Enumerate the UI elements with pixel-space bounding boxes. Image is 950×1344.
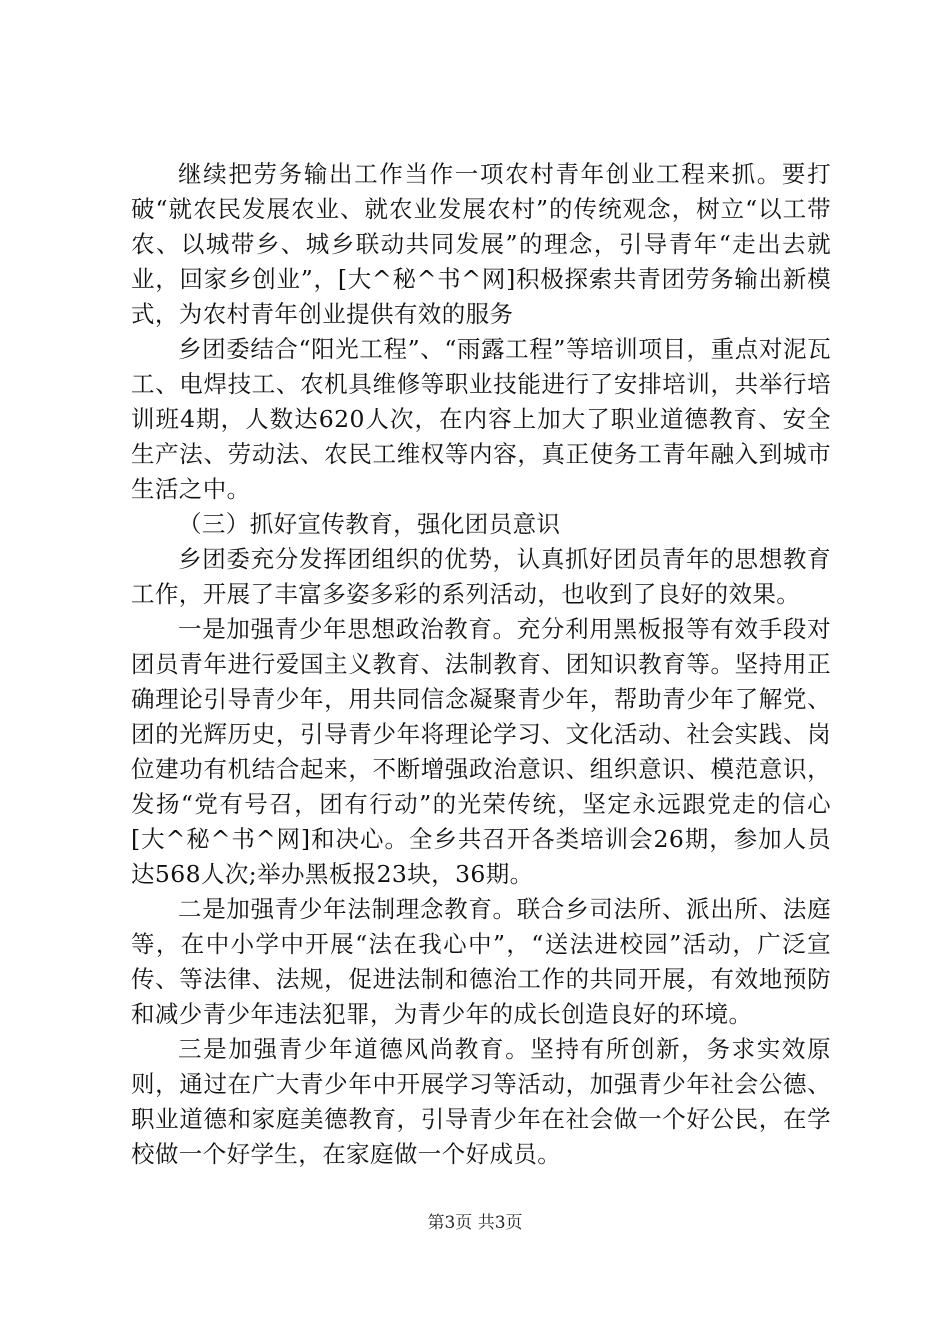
paragraph-intro: 乡团委充分发挥团组织的优势，认真抓好团员青年的思想教育工作，开展了丰富多姿多彩的系列活动，也收到了良好的效果。 [131, 545, 831, 608]
paragraph-legal-education: 二是加强青少年法制理念教育。联合乡司法所、派出所、法庭等，在中小学中开展“法在我心中”，“送法进校园”活动，广泛宣传、等法律、法规，促进法制和德治工作的共同开展，有效地预防和减少青少年违法犯罪，为青少年的成长创造良好的环境。 [131, 895, 831, 1028]
paragraph-moral-education: 三是加强青少年道德风尚教育。坚持有所创新，务求实效原则，通过在广大青少年中开展学习等活动，加强青少年社会公德、职业道德和家庭美德教育，引导青少年在社会做一个好公民，在学校做一个好学生，在家庭做一个好成员。 [131, 1035, 831, 1168]
page-footer: 第3页 共3页 [427, 1213, 523, 1233]
paragraph-political-education: 一是加强青少年思想政治教育。充分利用黑板报等有效手段对团员青年进行爱国主义教育、法制教育、团知识教育等。坚持用正确理论引导青少年，用共同信念凝聚青少年，帮助青少年了解党、团的光辉历史，引导青少年将理论学习、文化活动、社会实践、岗位建功有机结合起来，不断增强政治意识、组织意识、模范意识，发扬“党有号召，团有行动”的光荣传统，坚定永远跟党走的信心[大^秘^书^网]和决心。全乡共召开各类培训会26期，参加人员达568人次;举办黑板报23块，36期。 [131, 615, 831, 888]
paragraph-labor-export: 继续把劳务输出工作当作一项农村青年创业工程来抓。要打破“就农民发展农业、就农业发展农村”的传统观念，树立“以工带农、以城带乡、城乡联动共同发展”的理念，引导青年“走出去就业，回家乡创业”，[大^秘^书^网]积极探索共青团劳务输出新模式，为农村青年创业提供有效的服务 [131, 160, 831, 328]
section-heading: （三）抓好宣传教育，强化团员意识 [178, 510, 561, 538]
document-body [131, 157, 831, 1172]
paragraph-training: 乡团委结合“阳光工程”、“雨露工程”等培训项目，重点对泥瓦工、电焊技工、农机具维修等职业技能进行了安排培训，共举行培训班4期，人数达620人次，在内容上加大了职业道德教育、安全生产法、劳动法、农民工维权等内容，真正使务工青年融入到城市生活之中。 [131, 335, 831, 503]
